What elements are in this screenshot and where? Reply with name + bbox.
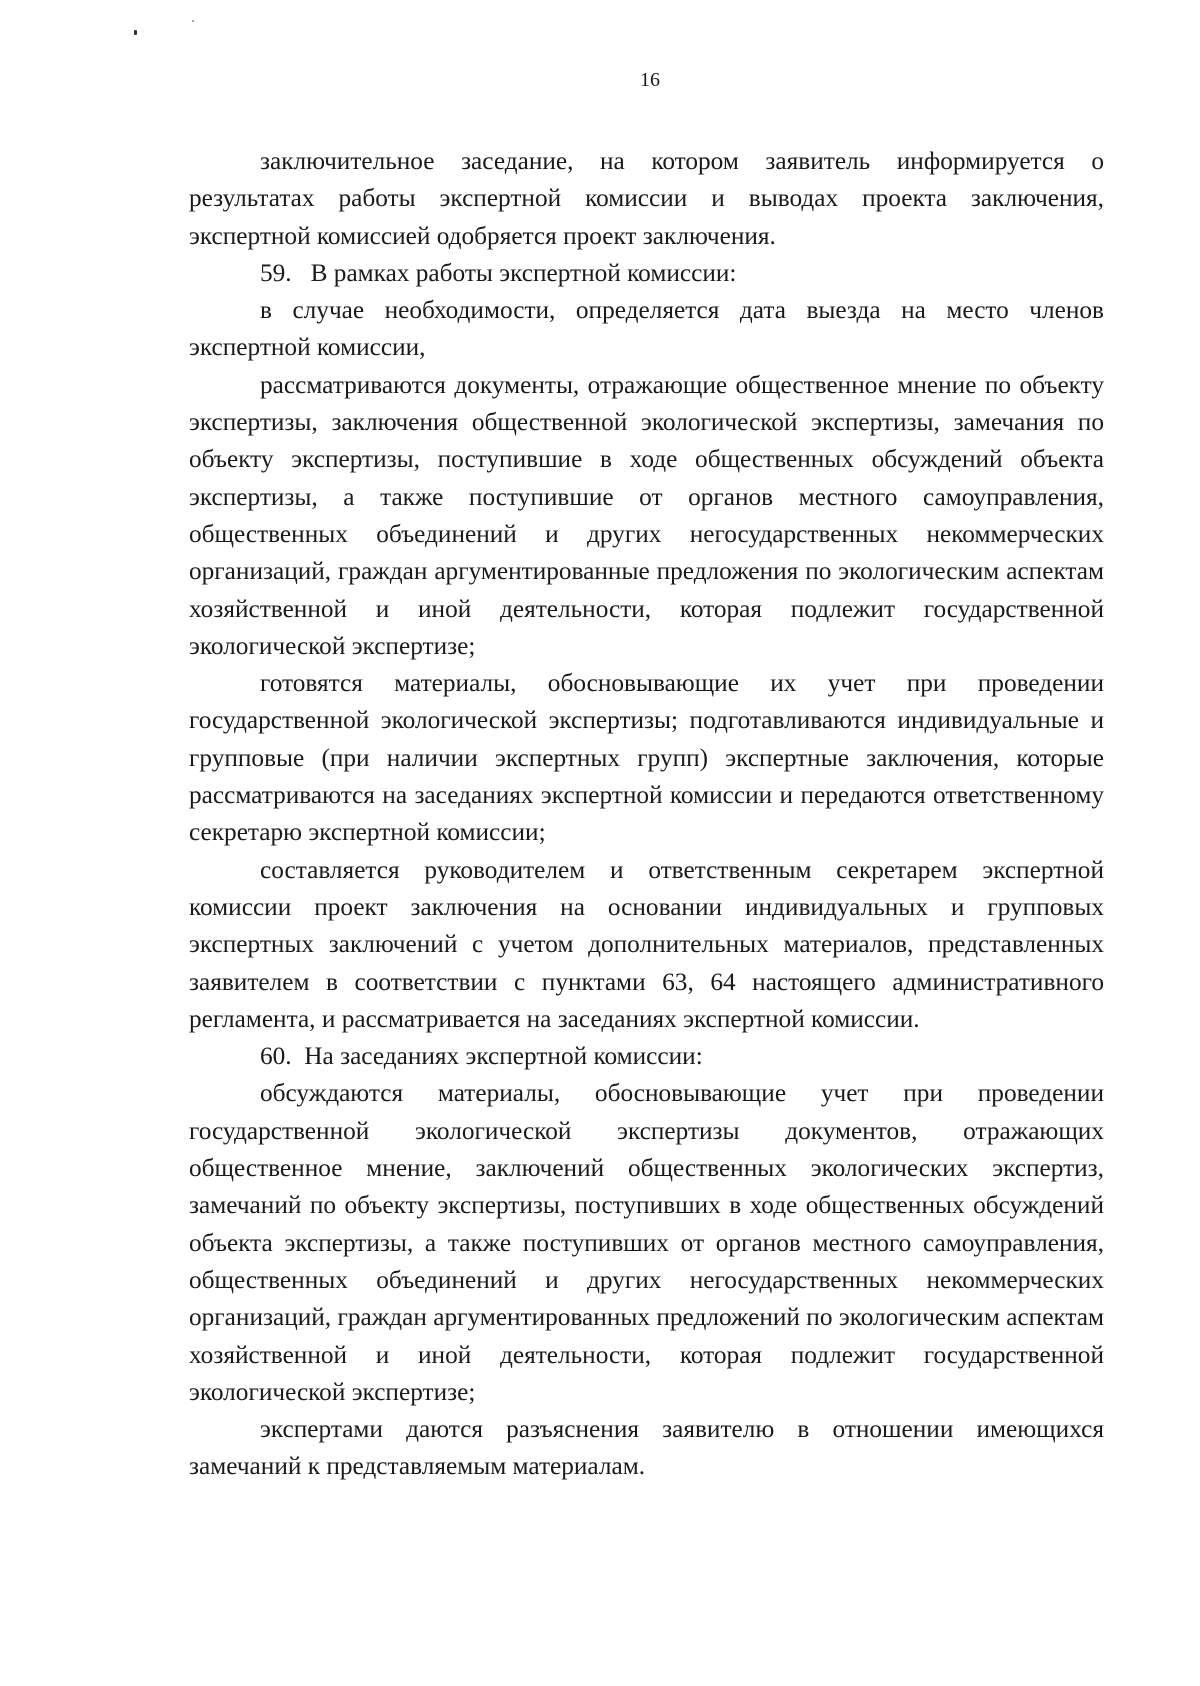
scan-artifact-dot [192, 20, 194, 22]
paragraph-materials-prepared: готовятся материалы, обосновывающие их учет при проведении государственной экологической экспертизы; подготавливаются индивидуальные и групповые (при наличии экспертных групп) экспертные заключения, которые рассматриваются на заседаниях экспертной комиссии и передаются ответственному секретарю экспертной комиссии; [189, 669, 1104, 847]
paragraph-item-60: 60. На заседаниях экспертной комиссии: [260, 1042, 703, 1071]
paragraph-explanations: экспертами даются разъяснения заявителю в отношении имеющихся замечаний к представляемым материалам. [189, 1415, 1104, 1481]
page-number: 16 [640, 69, 660, 91]
paragraph-final-meeting: заключительное заседание, на котором заявитель информируется о результатах работы экспертной комиссии и выводах проекта заключения, экспертной комиссией одобряется проект заключения. [189, 147, 1104, 250]
document-body [189, 143, 1104, 1486]
paragraph-draft-conclusion: составляется руководителем и ответственным секретарем экспертной комиссии проект заключения на основании индивидуальных и групповых экспертных заключений с учетом дополнительных материалов, представленных заявителем в соответствии с пунктами 63, 64 настоящего административного регламента, и рассматривается на заседаниях экспертной комиссии. [189, 855, 1104, 1033]
paragraph-materials-discussed: обсуждаются материалы, обосновывающие учет при проведении государственной экологической экспертизы документов, отражающих общественное мнение, заключений общественных экологических экспертиз, замечаний по объекту экспертизы, поступивших в ходе общественных обсуждений объекта экспертизы, а также поступивших от органов местного самоуправления, общественных объединений и других негосударственных некоммерческих организаций, граждан аргументированных предложений по экологическим аспектам хозяйственной и иной деятельности, которая подлежит государственной экологической экспертизе; [189, 1079, 1104, 1406]
paragraph-item-59: 59. В рамках работы экспертной комиссии: [260, 258, 737, 287]
paragraph-documents-reviewed: рассматриваются документы, отражающие общественное мнение по объекту экспертизы, заключения общественной экологической экспертизы, замечания по объекту экспертизы, поступившие в ходе общественных обсуждений объекта экспертизы, а также поступившие от органов местного самоуправления, общественных объединений и других негосударственных некоммерческих организаций, граждан аргументированные предложения по экологическим аспектам хозяйственной и иной деятельности, которая подлежит государственной экологической экспертизе; [189, 370, 1104, 660]
paragraph-site-visit: в случае необходимости, определяется дата выезда на место членов экспертной комиссии, [189, 296, 1104, 362]
scan-artifact-dot [134, 30, 137, 35]
